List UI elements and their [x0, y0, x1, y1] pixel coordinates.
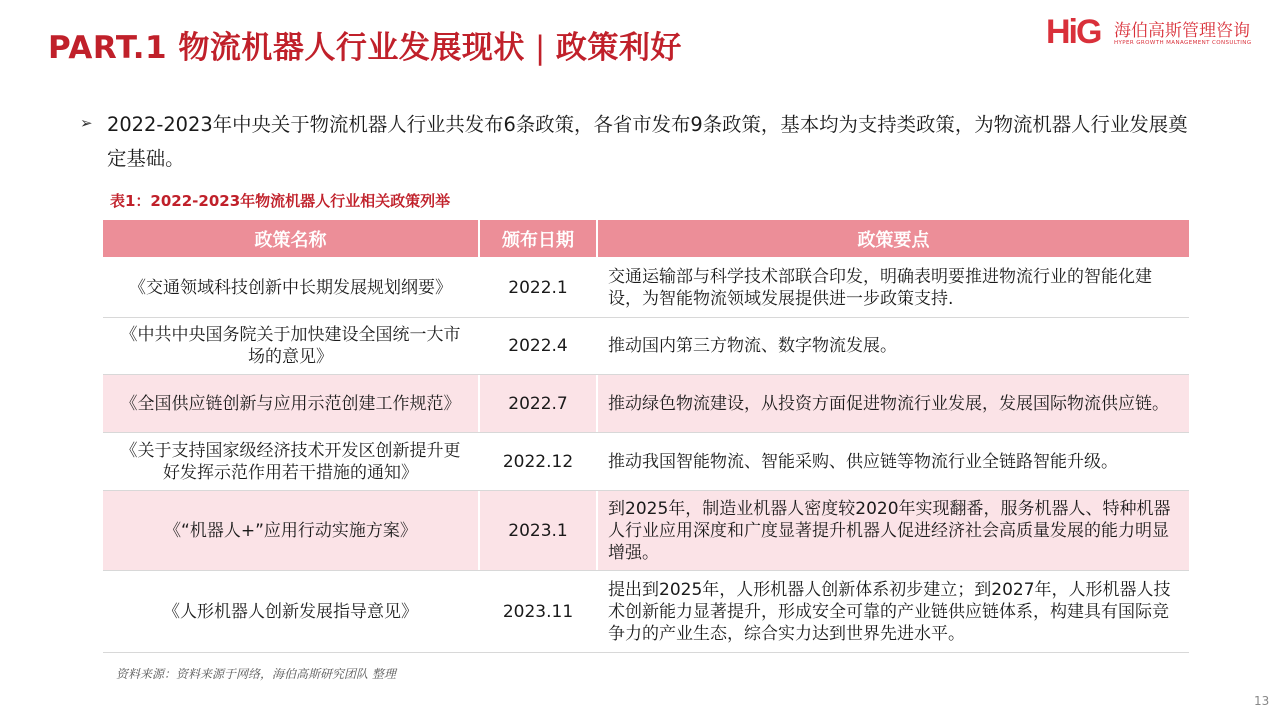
page-number: 13: [1254, 694, 1270, 708]
policy-name-cell: 《全国供应链创新与应用示范创建工作规范》: [103, 375, 480, 432]
policy-name-cell: 《中共中央国务院关于加快建设全国统一大市场的意见》: [103, 318, 480, 374]
policy-name-cell: 《关于支持国家级经济技术开发区创新提升更好发挥示范作用若干措施的通知》: [103, 433, 480, 490]
policy-point-cell: 交通运输部与科学技术部联合印发，明确表明要推进物流行业的智能化建设，为智能物流领域发展提供进一步政策支持.: [608, 267, 1152, 309]
policy-point-cell: 提出到2025年，人形机器人创新体系初步建立；到2027年，人形机器人技术创新能力显著提升，形成安全可靠的产业链供应链体系，构建具有国际竞争力的产业生态，综合实力达到世界先进水平。: [608, 579, 1171, 644]
policy-point-cell: 推动绿色物流建设，从投资方面促进物流行业发展，发展国际物流供应链。: [608, 393, 1169, 414]
logo-name-cn: 海伯高斯管理咨询: [1114, 21, 1250, 41]
header-policy-name: 政策名称: [103, 220, 480, 257]
table-row: [103, 259, 1189, 318]
policy-date-cell: 2023.11: [480, 571, 598, 652]
policy-point-cell: 到2025年，制造业机器人密度较2020年实现翻番，服务机器人、特种机器人行业应用深度和广度显著提升机器人促进经济社会高质量发展的能力明显增强。: [608, 498, 1171, 563]
table-row: [103, 571, 1189, 653]
policy-date-cell: 2022.7: [480, 375, 598, 432]
policy-date-cell: 2022.1: [480, 259, 598, 317]
page-title-main: PART.1 物流机器人行业发展现状: [48, 30, 525, 66]
page-title: [48, 22, 682, 67]
policy-point-cell: 推动我国智能物流、智能采购、供应链等物流行业全链路智能升级。: [608, 451, 1118, 472]
policy-table: [103, 220, 1189, 653]
header-policy-points: 政策要点: [857, 229, 930, 251]
table-row: [103, 318, 1189, 375]
source-note: 资料来源：资料来源于网络，海伯高斯研究团队 整理: [116, 667, 396, 681]
title-separator: |: [534, 30, 546, 66]
policy-point-cell: 推动国内第三方物流、数字物流发展。: [608, 336, 897, 356]
header-issue-date: 颁布日期: [480, 220, 598, 257]
table-row: [103, 491, 1189, 571]
policy-name-cell: 《交通领域科技创新中长期发展规划纲要》: [103, 259, 480, 317]
logo-mark: HiG: [1046, 13, 1101, 51]
policy-name-cell: 《“机器人+”应用行动实施方案》: [103, 491, 480, 570]
table-caption: 表1：2022-2023年物流机器人行业相关政策列举: [110, 192, 451, 210]
bullet-arrow-icon: ➢: [80, 114, 93, 132]
table-row: [103, 433, 1189, 491]
table-header-row: [103, 220, 1189, 259]
table-row: [103, 375, 1189, 433]
intro-paragraph: 2022-2023年中央关于物流机器人行业共发布6条政策，各省市发布9条政策，基本均为支持类政策，为物流机器人行业发展奠定基础。: [107, 113, 1188, 170]
policy-name-cell: 《人形机器人创新发展指导意见》: [103, 571, 480, 652]
company-logo: [1046, 12, 1271, 52]
page-title-sub: 政策利好: [555, 30, 682, 66]
policy-date-cell: 2022.12: [480, 433, 598, 490]
policy-date-cell: 2023.1: [480, 491, 598, 570]
logo-name-en: HYPER GROWTH MANAGEMENT CONSULTING: [1114, 40, 1252, 46]
policy-date-cell: 2022.4: [480, 318, 598, 374]
